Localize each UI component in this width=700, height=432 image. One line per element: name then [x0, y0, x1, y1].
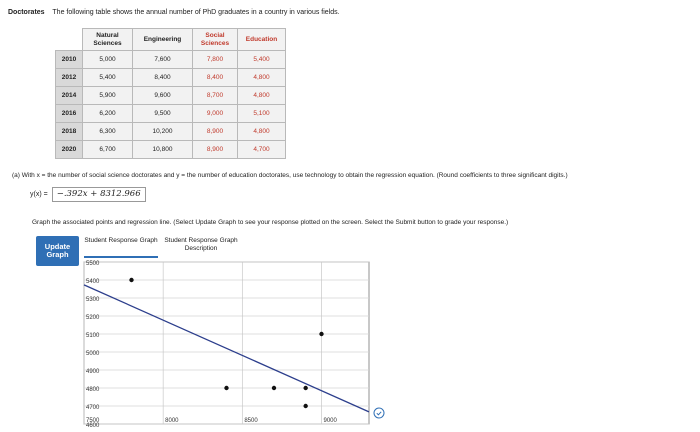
cell-education: 4,800: [238, 87, 286, 105]
col-engineering: Engineering: [133, 29, 193, 51]
cell-education: 4,700: [238, 141, 286, 159]
row-year: 2020: [56, 141, 83, 159]
row-year: 2016: [56, 105, 83, 123]
cell-engineering: 10,200: [133, 123, 193, 141]
row-year: 2014: [56, 87, 83, 105]
y-tick-label: 5100: [86, 333, 100, 339]
y-tick-label: 5200: [86, 315, 100, 321]
update-graph-button[interactable]: Update Graph: [36, 236, 79, 266]
question-body: With x = the number of social science doctorates and y = the number of education doctorates, use technology to obtain the regression equation. (Round coefficients to three significant digits.): [21, 172, 568, 179]
cell-natural: 5,400: [83, 69, 133, 87]
cell-natural: 6,200: [83, 105, 133, 123]
tab-student-response-graph-description[interactable]: Student Response Graph Description: [162, 235, 240, 256]
cell-natural: 6,300: [83, 123, 133, 141]
x-tick-label: 8500: [244, 418, 258, 424]
answer-field[interactable]: −.392x + 8312.966: [52, 187, 146, 202]
data-point[interactable]: [319, 332, 323, 336]
cell-engineering: 9,600: [133, 87, 193, 105]
x-tick-label: 9000: [323, 418, 337, 424]
cell-natural: 5,000: [83, 51, 133, 69]
y-tick-label: 4900: [86, 369, 100, 375]
cell-engineering: 8,400: [133, 69, 193, 87]
y-tick-label: 5300: [86, 297, 100, 303]
cell-education: 4,800: [238, 69, 286, 87]
tab-student-response-graph[interactable]: Student Response Graph: [84, 235, 158, 258]
row-year: 2010: [56, 51, 83, 69]
chart-grid: [84, 262, 369, 424]
col-natural-sciences: Natural Sciences: [83, 29, 133, 51]
graph-instructions: Graph the associated points and regression line. (Select Update Graph to see your response plotted on the screen. Select the Submit button to grade your response.): [32, 219, 509, 226]
cell-social: 9,000: [193, 105, 238, 123]
cell-social: 8,700: [193, 87, 238, 105]
cell-social: 8,900: [193, 141, 238, 159]
cell-engineering: 9,500: [133, 105, 193, 123]
x-tick-label: 7500: [86, 418, 100, 424]
cell-education: 4,800: [238, 123, 286, 141]
y-tick-label: 4600: [86, 423, 100, 429]
data-point[interactable]: [224, 386, 228, 390]
y-tick-label: 5500: [86, 261, 100, 267]
page-title: Doctorates: [8, 9, 45, 16]
y-tick-label: 5400: [86, 279, 100, 285]
cell-natural: 5,900: [83, 87, 133, 105]
cell-education: 5,100: [238, 105, 286, 123]
cell-engineering: 10,800: [133, 141, 193, 159]
cell-social: 8,400: [193, 69, 238, 87]
y-tick-label: 5000: [86, 351, 100, 357]
data-point[interactable]: [129, 278, 133, 282]
row-year: 2012: [56, 69, 83, 87]
cell-education: 5,400: [238, 51, 286, 69]
question-label: (a): [12, 172, 20, 179]
col-social-sciences: Social Sciences: [193, 29, 238, 51]
data-point[interactable]: [272, 386, 276, 390]
plot-area[interactable]: [84, 262, 369, 424]
row-year: 2018: [56, 123, 83, 141]
answer-prefix: y(x) =: [30, 191, 48, 198]
cell-social: 7,800: [193, 51, 238, 69]
page-description: The following table shows the annual number of PhD graduates in a country in various fields.: [52, 9, 340, 16]
col-education: Education: [238, 29, 286, 51]
y-tick-label: 4800: [86, 387, 100, 393]
data-point[interactable]: [303, 404, 307, 408]
cell-social: 8,900: [193, 123, 238, 141]
cell-engineering: 7,600: [133, 51, 193, 69]
x-tick-label: 8000: [165, 418, 179, 424]
info-icon[interactable]: [374, 408, 384, 418]
data-point[interactable]: [303, 386, 307, 390]
cell-natural: 6,700: [83, 141, 133, 159]
y-tick-label: 4700: [86, 405, 100, 411]
